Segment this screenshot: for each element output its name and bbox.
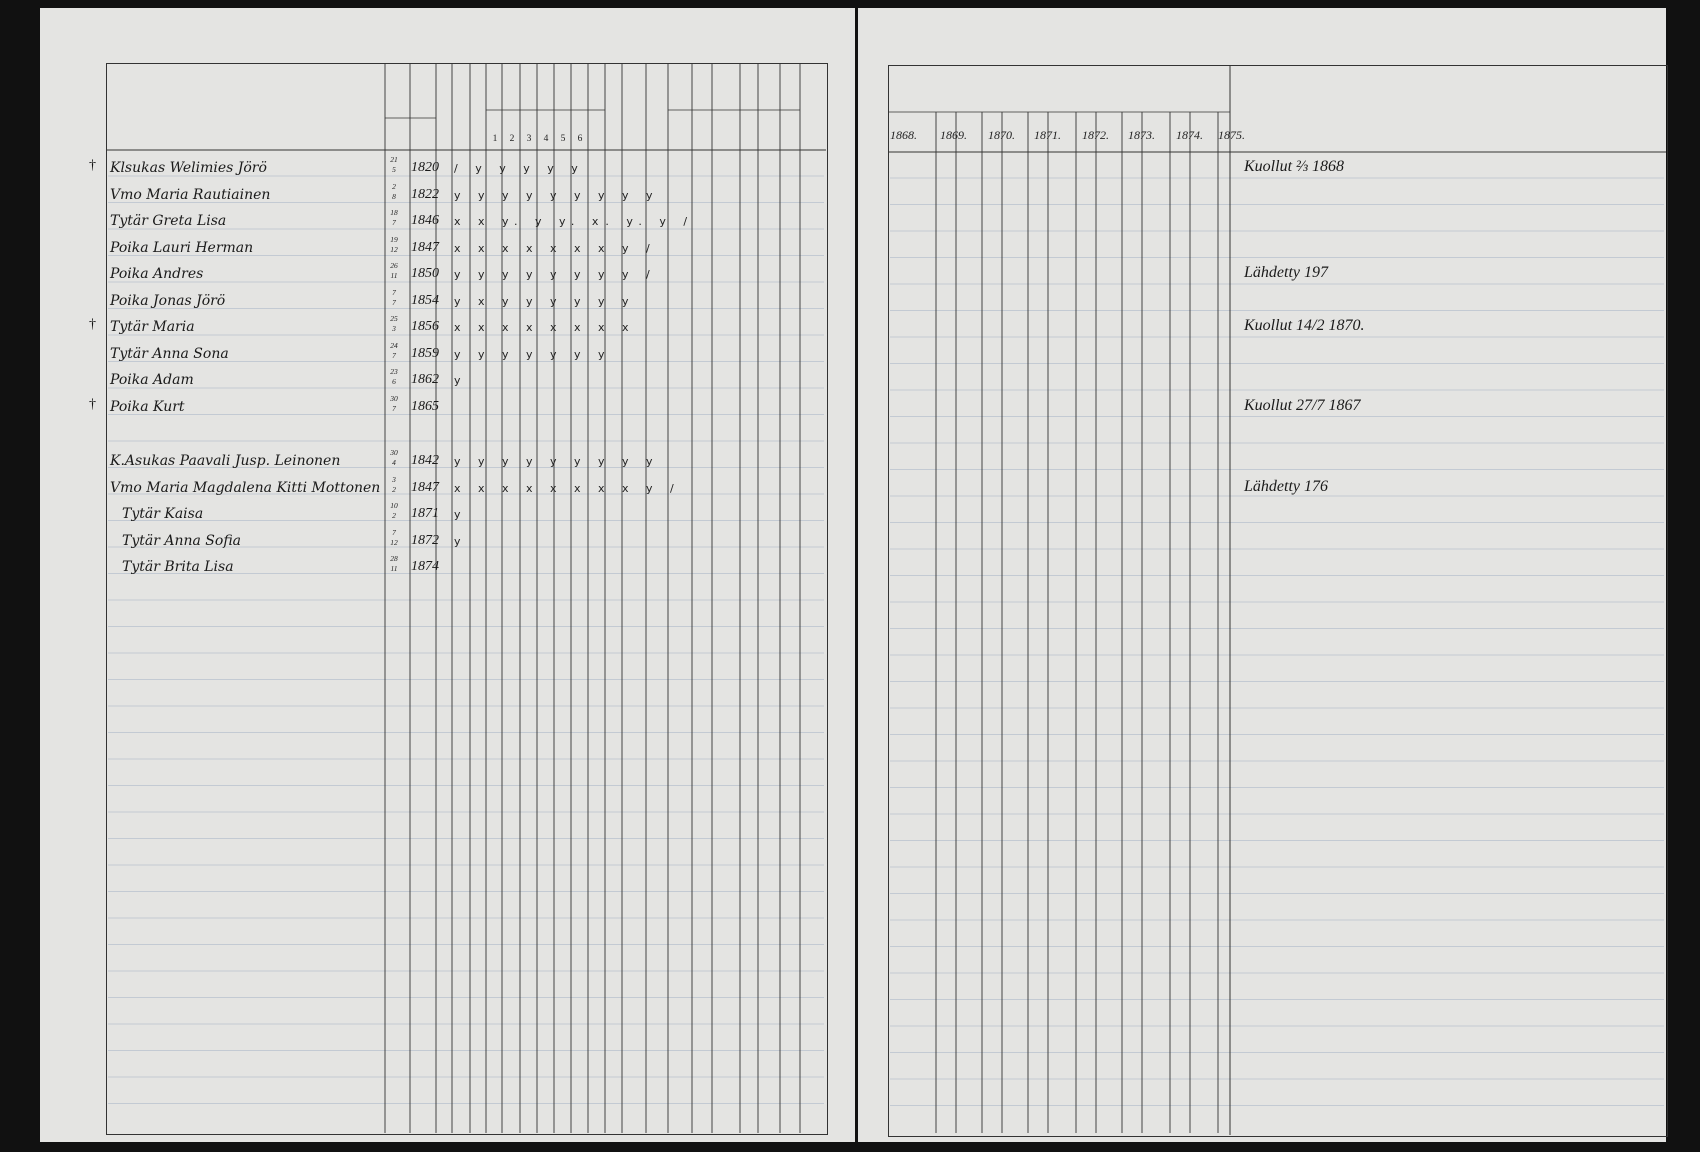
birth-year: 1850: [411, 266, 439, 281]
catechism-subcolumn-1: 1: [492, 134, 498, 144]
birth-month: 12: [390, 244, 398, 254]
birth-month: 7: [392, 297, 396, 307]
birth-year: 1820: [411, 160, 439, 175]
birth-year: 1854: [411, 292, 439, 308]
left-ruling-grid: [40, 8, 855, 1142]
year-header: 1875.: [1218, 128, 1245, 142]
birth-day: 7: [392, 527, 396, 537]
person-name: K.Asukas Paavali Jusp. Leinonen: [110, 453, 341, 469]
person-name: Tytär Anna Sona: [110, 345, 229, 362]
register-note: Kuollut 27/7 1867: [1244, 396, 1361, 414]
birth-day: 30: [390, 393, 398, 403]
death-cross: †: [89, 158, 96, 173]
examination-marks: y y y y y y y y y: [454, 188, 660, 202]
register-note: Kuollut 14/2 1870.: [1244, 317, 1365, 334]
birth-day: 3: [392, 474, 396, 484]
catechism-subcolumn-5: 5: [560, 134, 566, 144]
birth-day: 2: [392, 181, 396, 191]
person-name: Tytär Anna Sofia: [122, 532, 242, 549]
person-name: Poika Adam: [110, 372, 194, 388]
birth-year: 1872: [411, 532, 439, 548]
left-page: [40, 8, 855, 1142]
birth-month: 12: [390, 537, 398, 547]
person-name: Poika Andres: [110, 266, 204, 282]
person-name: Tytär Kaisa: [122, 506, 204, 522]
year-header: 1870.: [988, 128, 1015, 142]
birth-month: 2: [392, 484, 396, 494]
catechism-subcolumn-6: 6: [577, 134, 583, 144]
birth-month: 7: [392, 403, 396, 413]
examination-marks: x x x x x x x x: [454, 321, 636, 334]
birth-year: 1846: [411, 213, 439, 228]
examination-marks: y: [454, 534, 468, 548]
examination-marks: y: [454, 508, 468, 521]
register-note: Lähdetty 176: [1244, 477, 1328, 495]
examination-marks: y y y y y y y y y: [454, 455, 660, 468]
birth-year: 1822: [411, 186, 439, 202]
birth-day: 25: [390, 314, 398, 323]
register-note: Lähdetty 197: [1244, 264, 1328, 281]
person-name: Vmo Maria Magdalena Kitti Mottonen: [110, 479, 381, 496]
year-header: 1868.: [890, 128, 917, 142]
register-note: Kuollut ⅔ 1868: [1244, 158, 1345, 175]
attendance-column-label: [624, 70, 648, 150]
right-page: [858, 8, 1666, 1142]
death-cross: †: [89, 396, 96, 412]
birth-day: 30: [390, 448, 398, 457]
catechism-subcolumn-3: 3: [526, 134, 532, 144]
birth-year: 1865: [411, 398, 439, 414]
birth-day: 21: [390, 155, 398, 164]
year-header: 1871.: [1034, 128, 1061, 142]
birth-month: 6: [392, 377, 396, 386]
person-name: Poika Kurt: [110, 398, 185, 415]
examination-marks: y x y y y y y y: [454, 294, 636, 308]
birth-day: 19: [390, 234, 398, 244]
person-name: Poika Lauri Herman: [110, 239, 254, 256]
examination-marks: x x x x x x x y /: [454, 241, 657, 255]
birth-day: 10: [390, 501, 398, 510]
birth-month: 11: [390, 271, 398, 280]
birth-month: 7: [392, 218, 396, 227]
person-name: Tytär Maria: [110, 319, 195, 335]
birth-day: 28: [390, 554, 398, 563]
birth-month: 2: [392, 511, 396, 520]
birth-year: 1874: [411, 559, 439, 574]
birth-day: 26: [390, 261, 398, 270]
examination-marks: / y y y y y: [454, 162, 585, 175]
birth-day: 24: [390, 340, 398, 350]
birth-day: 18: [390, 208, 398, 217]
birth-month: 4: [392, 458, 396, 467]
birth-year: 1859: [411, 345, 439, 361]
person-name: Vmo Maria Rautiainen: [110, 186, 271, 203]
examination-marks: y: [454, 374, 468, 387]
person-name: Poika Jonas Jörö: [110, 292, 226, 309]
year-header: 1874.: [1176, 128, 1203, 142]
year-header: 1872.: [1082, 128, 1109, 142]
birth-year: 1847: [411, 479, 439, 495]
birth-month: 7: [392, 350, 396, 360]
death-cross: †: [89, 317, 96, 332]
birth-month: 8: [392, 191, 396, 201]
birth-month: 3: [392, 324, 396, 333]
person-name: Klsukas Welimies Jörö: [110, 160, 267, 176]
examination-marks: x x y. y y. x. y. y /: [454, 215, 695, 228]
examination-marks: y y y y y y y y /: [454, 268, 657, 281]
person-name: Tytär Brita Lisa: [122, 559, 234, 575]
catechism-subcolumn-2: 2: [509, 134, 515, 144]
birth-month: 5: [392, 165, 396, 174]
right-ruling-grid: [858, 8, 1666, 1142]
person-name: Tytär Greta Lisa: [110, 213, 227, 229]
year-header: 1873.: [1128, 128, 1155, 142]
birth-year: 1856: [411, 319, 439, 334]
year-header: 1869.: [940, 128, 967, 142]
birth-day: 23: [390, 367, 398, 376]
catechism-subcolumn-4: 4: [543, 134, 549, 144]
examination-marks: x x x x x x x x y /: [454, 481, 681, 495]
reading-column-label: [452, 74, 470, 144]
birth-year: 1847: [411, 239, 439, 255]
birth-month: 11: [390, 564, 398, 573]
birth-day: 7: [392, 287, 396, 297]
birth-year: 1842: [411, 453, 439, 468]
examination-marks: y y y y y y y: [454, 347, 612, 361]
birth-year: 1871: [411, 506, 439, 521]
birth-year: 1862: [411, 372, 439, 387]
